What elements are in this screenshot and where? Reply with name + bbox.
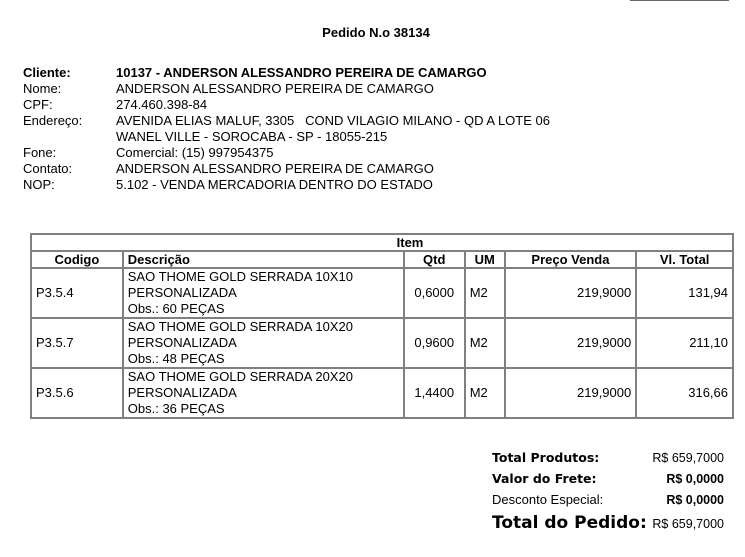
valor-frete-value: R$ 0,0000 bbox=[666, 472, 724, 486]
name-row bbox=[23, 81, 550, 97]
desconto-row bbox=[492, 492, 724, 513]
cell-descricao bbox=[123, 318, 404, 368]
desc-obs: Obs.: 36 PEÇAS bbox=[127, 401, 225, 416]
desc-line: PERSONALIZADA bbox=[127, 335, 237, 350]
nop-label: NOP: bbox=[23, 177, 55, 192]
page-title: Pedido N.o 38134 bbox=[322, 25, 430, 40]
name-label: Nome: bbox=[23, 81, 62, 96]
cell-total: 131,94 bbox=[636, 268, 733, 318]
name-value: ANDERSON ALESSANDRO PEREIRA DE CAMARGO bbox=[116, 81, 434, 96]
top-divider bbox=[630, 0, 729, 1]
column-header-row bbox=[31, 251, 733, 268]
col-header-preco: Preço Venda bbox=[505, 251, 637, 268]
phone-value: Comercial: (15) 997954375 bbox=[116, 145, 274, 160]
address-row-2 bbox=[23, 129, 550, 145]
client-info bbox=[23, 65, 550, 193]
total-pedido-label: Total do Pedido: bbox=[492, 513, 647, 533]
cell-codigo: P3.5.6 bbox=[31, 368, 123, 418]
item-group-header: Item bbox=[31, 234, 733, 251]
col-header-qtd: Qtd bbox=[404, 251, 465, 268]
cpf-label: CPF: bbox=[23, 97, 53, 112]
nop-row bbox=[23, 177, 550, 193]
phone-label: Fone: bbox=[23, 145, 57, 160]
table-row bbox=[31, 318, 733, 368]
cell-preco: 219,9000 bbox=[505, 368, 637, 418]
group-header-row bbox=[31, 234, 733, 251]
cell-preco: 219,9000 bbox=[505, 268, 637, 318]
contact-row bbox=[23, 161, 550, 177]
nop-value: 5.102 - VENDA MERCADORIA DENTRO DO ESTADO bbox=[116, 177, 433, 192]
address-label-2 bbox=[23, 129, 116, 145]
total-pedido-row bbox=[492, 513, 724, 539]
valor-frete-label: Valor do Frete: bbox=[492, 471, 597, 486]
total-produtos-row bbox=[492, 450, 724, 471]
cell-qtd: 0,6000 bbox=[404, 268, 465, 318]
address-row bbox=[23, 113, 550, 129]
totals-summary bbox=[492, 450, 724, 539]
desc-line: SAO THOME GOLD SERRADA 20X20 bbox=[127, 369, 353, 384]
cell-qtd: 0,9600 bbox=[404, 318, 465, 368]
phone-row bbox=[23, 145, 550, 161]
total-produtos-label: Total Produtos: bbox=[492, 450, 600, 465]
desc-line: PERSONALIZADA bbox=[127, 285, 237, 300]
contact-label: Contato: bbox=[23, 161, 73, 176]
contact-value: ANDERSON ALESSANDRO PEREIRA DE CAMARGO bbox=[116, 161, 434, 176]
cell-total: 316,66 bbox=[636, 368, 733, 418]
table-row bbox=[31, 268, 733, 318]
col-header-um: UM bbox=[465, 251, 505, 268]
total-produtos-value: R$ 659,7000 bbox=[652, 451, 724, 465]
items-table bbox=[30, 233, 734, 419]
cell-um: M2 bbox=[465, 368, 505, 418]
cell-codigo: P3.5.4 bbox=[31, 268, 123, 318]
col-header-total: Vl. Total bbox=[636, 251, 733, 268]
col-header-codigo: Codigo bbox=[31, 251, 123, 268]
address-value: AVENIDA ELIAS MALUF, 3305 COND VILAGIO MILANO - QD A LOTE 06 bbox=[116, 113, 550, 128]
cpf-row bbox=[23, 97, 550, 113]
table-row bbox=[31, 368, 733, 418]
cell-qtd: 1,4400 bbox=[404, 368, 465, 418]
cell-um: M2 bbox=[465, 318, 505, 368]
cpf-value: 274.460.398-84 bbox=[116, 97, 208, 112]
col-header-descricao: Descrição bbox=[123, 251, 404, 268]
desc-obs: Obs.: 60 PEÇAS bbox=[127, 301, 225, 316]
cell-descricao bbox=[123, 268, 404, 318]
total-pedido-value: R$ 659,7000 bbox=[652, 517, 724, 531]
cell-descricao bbox=[123, 368, 404, 418]
cell-codigo: P3.5.7 bbox=[31, 318, 123, 368]
desconto-label: Desconto Especial: bbox=[492, 492, 604, 507]
desc-line: SAO THOME GOLD SERRADA 10X10 bbox=[127, 269, 353, 284]
cell-um: M2 bbox=[465, 268, 505, 318]
address-value-2: WANEL VILLE - SOROCABA - SP - 18055-215 bbox=[116, 129, 388, 144]
desc-obs: Obs.: 48 PEÇAS bbox=[127, 351, 225, 366]
cell-preco: 219,9000 bbox=[505, 318, 637, 368]
cell-total: 211,10 bbox=[636, 318, 733, 368]
valor-frete-row bbox=[492, 471, 724, 492]
desc-line: SAO THOME GOLD SERRADA 10X20 bbox=[127, 319, 353, 334]
desc-line: PERSONALIZADA bbox=[127, 385, 237, 400]
address-label: Endereço: bbox=[23, 113, 83, 128]
desconto-value: R$ 0,0000 bbox=[666, 493, 724, 507]
client-label: Cliente: bbox=[23, 65, 71, 80]
client-row bbox=[23, 65, 550, 81]
client-value: 10137 - ANDERSON ALESSANDRO PEREIRA DE CAMARGO bbox=[116, 65, 487, 80]
